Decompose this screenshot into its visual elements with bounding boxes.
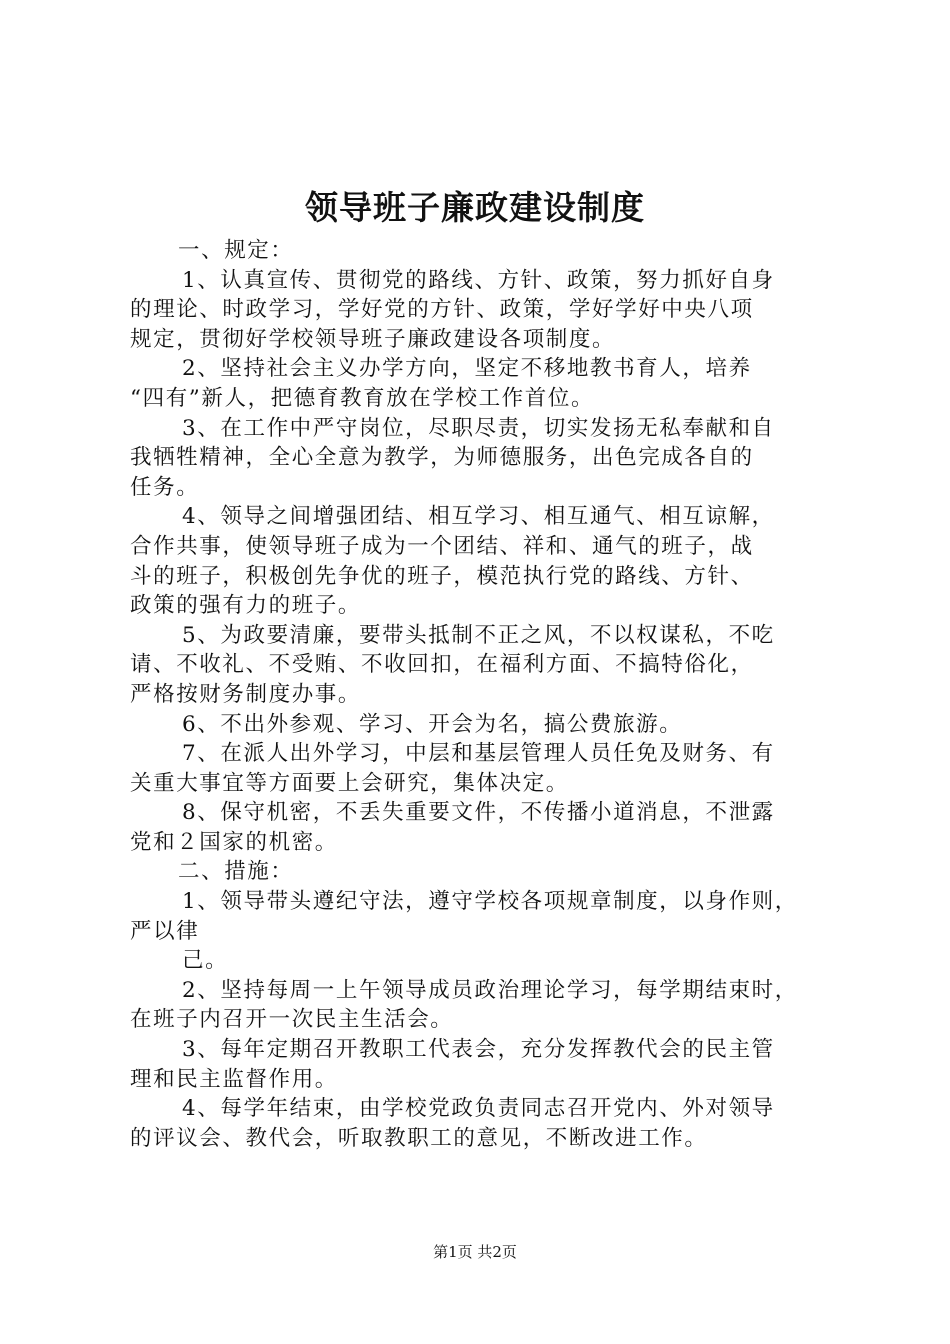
paragraph-line: 任务。 <box>130 474 200 500</box>
paragraph-line: 理和民主监督作用。 <box>130 1066 338 1092</box>
document-body <box>130 236 830 1153</box>
section-heading: 二、措施： <box>178 859 294 885</box>
paragraph-line: 合作共事，使领导班子成为一个团结、祥和、通气的班子，战 <box>130 533 754 559</box>
paragraph-line: 1、领导带头遵纪守法，遵守学校各项规章制度，以身作则， <box>182 889 798 915</box>
paragraph-line: 2、坚持社会主义办学方向，坚定不移地教书育人，培养 <box>182 356 752 382</box>
paragraph-line: 3、每年定期召开教职工代表会，充分发挥教代会的民主管 <box>182 1037 775 1063</box>
paragraph-line: 党和２国家的机密。 <box>130 829 338 855</box>
paragraph-line: 的理论、时政学习，学好党的方针、政策，学好学好中央八项 <box>130 297 754 323</box>
paragraph-line: 严格按财务制度办事。 <box>130 681 362 707</box>
paragraph-line: 2、坚持每周一上午领导成员政治理论学习，每学期结束时， <box>182 977 798 1003</box>
paragraph-line: 严以律 <box>130 918 200 944</box>
paragraph-line: 己。 <box>182 948 229 974</box>
paragraph-line: 6、不出外参观、学习、开会为名，搞公费旅游。 <box>182 711 683 737</box>
page-footer: 第1页 共2页 <box>433 1243 517 1261</box>
section-heading: 一、规定： <box>178 238 294 263</box>
paragraph-line: 3、在工作中严守岗位，尽职尽责，切实发扬无私奉献和自 <box>182 415 775 441</box>
paragraph-line: “四有”新人，把德育教育放在学校工作首位。 <box>130 385 595 411</box>
paragraph-line: 关重大事宜等方面要上会研究，集体决定。 <box>130 770 569 796</box>
paragraph-line: 斗的班子，积极创先争优的班子，模范执行党的路线、方针、 <box>130 563 754 589</box>
paragraph-line: 7、在派人出外学习，中层和基层管理人员任免及财务、有 <box>182 741 775 767</box>
paragraph-line: 4、每学年结束，由学校党政负责同志召开党内、外对领导 <box>182 1096 775 1122</box>
paragraph-line: 在班子内召开一次民主生活会。 <box>130 1007 454 1033</box>
paragraph-line: 4、领导之间增强团结、相互学习、相互通气、相互谅解， <box>182 504 775 530</box>
paragraph-line: 我牺牲精神，全心全意为教学，为师德服务，出色完成各自的 <box>130 445 754 471</box>
paragraph-line: 的评议会、教代会，听取教职工的意见，不断改进工作。 <box>130 1125 708 1151</box>
paragraph-line: 1、认真宣传、贯彻党的路线、方针、政策，努力抓好自身 <box>182 267 775 293</box>
paragraph-line: 5、为政要清廉，要带头抵制不正之风，不以权谋私，不吃 <box>182 622 775 648</box>
paragraph-line: 规定，贯彻好学校领导班子廉政建设各项制度。 <box>130 326 616 352</box>
paragraph-line: 政策的强有力的班子。 <box>130 593 362 619</box>
paragraph-line: 8、保守机密，不丢失重要文件，不传播小道消息，不泄露 <box>182 800 775 826</box>
paragraph-line: 请、不收礼、不受贿、不收回扣，在福利方面、不搞特俗化， <box>130 652 754 678</box>
document-title: 领导班子廉政建设制度 <box>305 188 645 227</box>
